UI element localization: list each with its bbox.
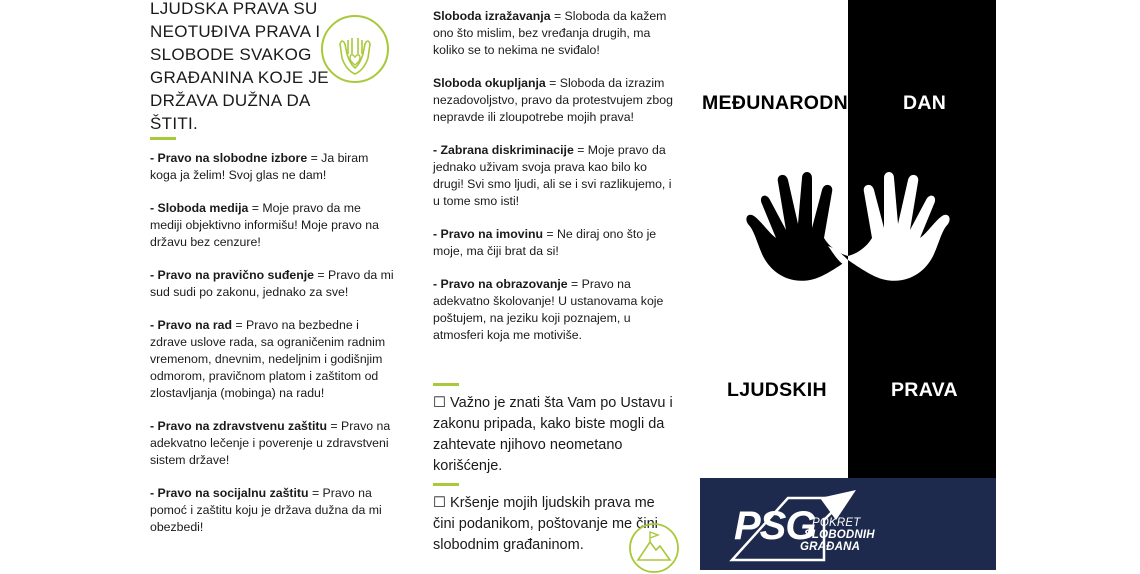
psg-initials: PSG — [734, 504, 816, 548]
list-item — [150, 485, 395, 536]
item-text: = Pravo na adekvatno lečenje i poverenje u zdravstveni sistem države! — [150, 419, 391, 467]
item-title: - Zabrana diskriminacije — [433, 143, 574, 157]
headline-line-1: LJUDSKA PRAVA SU — [150, 0, 318, 18]
list-item — [433, 75, 678, 126]
cover-word-medjunarodni: MEĐUNARODNI — [702, 92, 854, 114]
psg-line-3: GRAĐANA — [800, 541, 861, 553]
psg-line-1: POKRET — [812, 517, 861, 529]
list-item — [150, 150, 395, 184]
hands-heart-icon — [320, 14, 390, 84]
cover-word-dan: DAN — [903, 92, 947, 114]
item-text: = Pravo da mi sud sudi po zakonu, jednako za sve! — [150, 268, 394, 299]
item-title: - Pravo na zdravstvenu zaštitu — [150, 419, 327, 433]
item-title: - Pravo na imovinu — [433, 227, 544, 241]
item-title: - Pravo na pravično suđenje — [150, 268, 315, 282]
item-text: = Ja biram koga ja želim! Svoj glas ne dam! — [150, 151, 369, 182]
green-divider — [150, 137, 176, 140]
list-item — [150, 200, 395, 251]
item-title: - Pravo na socijalnu zaštitu — [150, 486, 309, 500]
cover-word-prava: PRAVA — [891, 379, 958, 401]
item-title: - Sloboda medija — [150, 201, 249, 215]
item-title: - Pravo na slobodne izbore — [150, 151, 308, 165]
item-text: = Sloboda da kažem ono što mislim, bez vređanja drugih, ma koliko se to nekima ne sviđalo! — [433, 9, 667, 57]
freedoms-list — [433, 8, 678, 360]
item-title: - Pravo na obrazovanje — [433, 277, 568, 291]
item-title: Sloboda izražavanja — [433, 9, 551, 23]
mountain-flag-icon — [628, 522, 680, 574]
list-item — [150, 418, 395, 469]
list-item — [433, 8, 678, 59]
headline-line-2: NEOTUĐIVA PRAVA I — [150, 22, 321, 41]
item-text: = Ne diraj ono što je moje, ma čiji brat da si! — [433, 227, 657, 258]
green-divider — [433, 483, 459, 486]
note-2-text: Kršenje mojih ljudskih prava me čini podanikom, poštovanje me čini slobodnim građaninom. — [433, 495, 658, 553]
headline-line-3: SLOBODE SVAKOG — [150, 45, 312, 64]
green-divider — [433, 383, 459, 386]
note-1 — [433, 393, 673, 477]
checkbox-glyph-icon: ☐ — [433, 395, 446, 411]
list-item — [150, 267, 395, 301]
list-item — [433, 276, 678, 344]
rights-list — [150, 150, 395, 552]
item-text: = Pravo na adekvatno školovanje! U ustanovama koje poštujem, na jeziku koji poznajem, u atmosferi koja me motiviše. — [433, 277, 664, 342]
psg-logo — [700, 478, 996, 570]
item-title: - Pravo na rad — [150, 318, 233, 332]
note-1-text: Važno je znati šta Vam po Ustavu i zakonu pripada, kako biste mogli da zahtevate njihovo neometano korišćenje. — [433, 395, 673, 474]
psg-line-2: SLOBODNIH — [804, 529, 875, 541]
list-item — [150, 317, 395, 402]
item-text: = Pravo na bezbedne i zdrave uslove rada, sa ograničenim radnim vremenom, dnevnim, nedeljnim i godišnjim odmorom, pravičnom platom i zaštitom od zlostavljanja (mobinga) na radu! — [150, 318, 386, 400]
human-rights-hands-icon — [718, 168, 978, 328]
item-text: = Moje pravo da me mediji objektivno informišu! Moje pravo na državu bez cenzure! — [150, 201, 379, 249]
headline-line-4: GRAĐANINA KOJE JE — [150, 68, 329, 87]
cover-word-ljudskih: LJUDSKIH — [727, 379, 827, 401]
item-text: = Moje pravo da jednako uživam svoja prava kao bilo ko drugi! Svi smo ljudi, ali se i svi razlikujemo, i u tome smo isti! — [433, 143, 672, 208]
headline-line-5: DRŽAVA DUŽNA DA ŠTITI. — [150, 91, 310, 133]
checkbox-glyph-icon: ☐ — [433, 495, 446, 511]
item-text: = Sloboda da izrazim nezadovoljstvo, pravo da protestvujem zbog nepravde ili zloupotrebe mojih prava! — [433, 76, 673, 124]
item-text: = Pravo na pomoć i zaštitu koju je država dužna da mi obezbedi! — [150, 486, 382, 534]
list-item — [433, 226, 678, 260]
item-title: Sloboda okupljanja — [433, 76, 546, 90]
list-item — [433, 142, 678, 210]
